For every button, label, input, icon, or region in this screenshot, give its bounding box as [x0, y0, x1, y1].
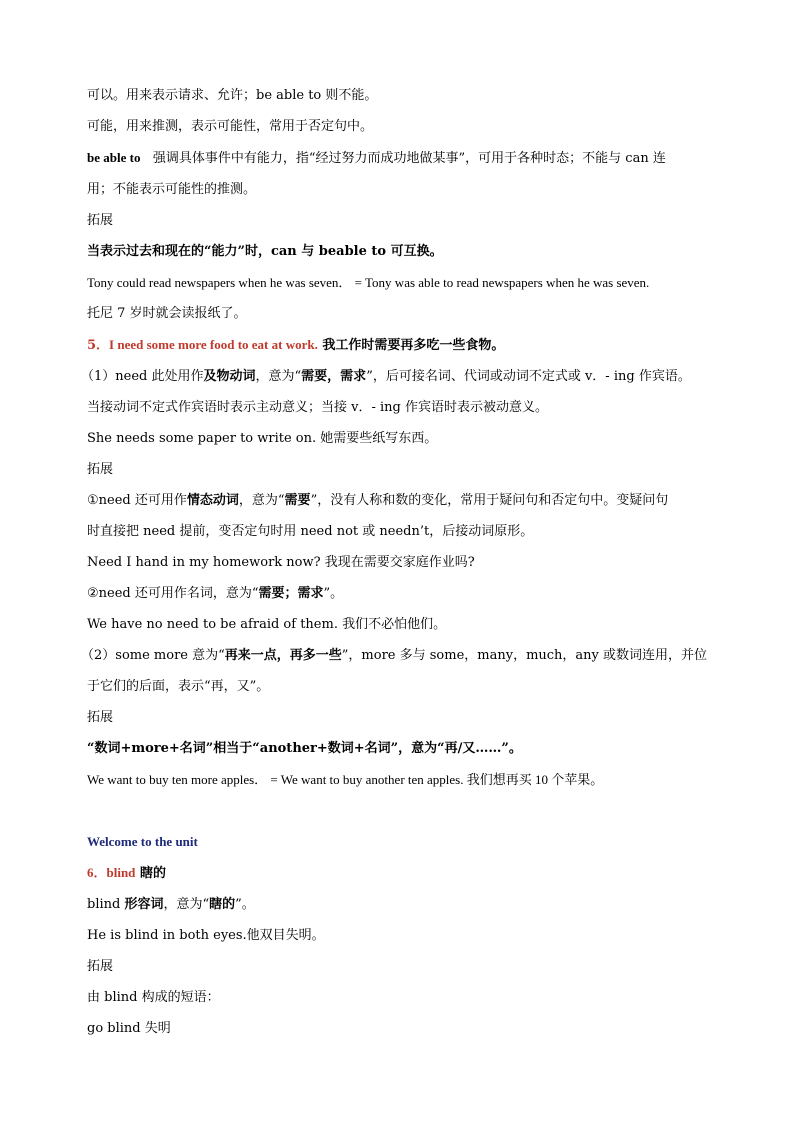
text-segment: ①need 还可用作 — [87, 493, 187, 508]
expansion-label: 拓展 — [87, 959, 114, 974]
text-line: 可能，用来推测，表示可能性，常用于否定句中。 — [87, 119, 374, 134]
text-segment: ”。 — [323, 586, 344, 601]
text-segment: ②need 还可用作名词，意为“ — [87, 586, 259, 601]
bold-segment: 形容词 — [124, 897, 164, 912]
bold-note: 当表示过去和现在的“能力”时，can 与 beable to 可互换。 — [87, 244, 443, 259]
text-line: 时直接把 need 提前，变否定句时用 need not 或 needn’t，后接动词原形。 — [87, 524, 534, 539]
text-segment: ”，没有人称和数的变化，常用于疑问句和否定句中。变疑问句 — [310, 493, 669, 508]
text-segment: ，意为“ — [255, 369, 302, 384]
example-sentence: Tony could read newspapers when he was seven． = Tony was able to read newspapers when he was seven. — [87, 275, 650, 290]
text-line — [87, 485, 707, 516]
item-sentence: I need some more food to eat at work. — [109, 337, 318, 352]
text-line — [87, 889, 707, 920]
text-line: 于它们的后面，表示“再，又”。 — [87, 679, 270, 694]
expansion-label: 拓展 — [87, 462, 114, 477]
text-segment: （2）some more 意为“ — [81, 648, 225, 663]
expansion-label: 拓展 — [87, 710, 114, 725]
item-number: 5． — [87, 338, 110, 353]
text-segment: ”，more 多与 some，many，much，any 或数词连用，并位 — [341, 648, 708, 663]
bold-segment: 及物动词 — [203, 369, 256, 384]
example-sentence: She needs some paper to write on. 她需要些纸写东西。 — [87, 431, 438, 446]
text-line — [81, 361, 707, 392]
item-heading-6 — [87, 857, 707, 889]
example-sentence: We have no need to be afraid of them. 我们不必怕他们。 — [87, 617, 447, 632]
text-line — [87, 578, 707, 609]
item-translation: 瞎的 — [139, 866, 166, 881]
text-segment: ”，后可接名词、代词或动词不定式或 v．- ing 作宾语。 — [366, 369, 691, 384]
text-line — [81, 640, 707, 671]
item-heading-5 — [87, 329, 707, 361]
text-line: 用；不能表示可能性的推测。 — [87, 182, 257, 197]
section-title: Welcome to the unit — [87, 834, 198, 849]
bold-segment: 瞎的 — [209, 897, 236, 912]
example-sentence: We want to buy ten more apples． = We want to buy another ten apples. 我们想再买 10 个苹果。 — [87, 772, 604, 787]
phrase-item: go blind 失明 — [87, 1021, 171, 1036]
bold-segment: 需要；需求 — [258, 586, 324, 601]
text-line: 当接动词不定式作宾语时表示主动意义；当接 v．- ing 作宾语时表示被动意义。 — [87, 400, 548, 415]
document-page — [81, 80, 708, 1044]
bold-note: “数词+more+名词”相当于“another+数词+名词”，意为“再/又……”。 — [87, 741, 522, 756]
term-explanation: 强调具体事件中有能力，指“经过努力而成功地做某事”，可用于各种时态；不能与 can 连 — [152, 151, 666, 166]
text-segment: ”。 — [235, 897, 255, 912]
text-segment: ，意为“ — [238, 493, 285, 508]
text-segment: ，意为“ — [163, 897, 210, 912]
bold-segment: 需要 — [284, 493, 311, 508]
example-sentence: He is blind in both eyes.他双目失明。 — [87, 928, 325, 943]
item-number: 6．blind — [87, 865, 136, 880]
example-sentence: Need I hand in my homework now? 我现在需要交家庭作业吗? — [87, 555, 475, 570]
text-line: 可以。用来表示请求、允许；be able to 则不能。 — [87, 88, 378, 103]
bold-segment: 需要，需求 — [301, 369, 367, 384]
bold-segment: 情态动词 — [186, 493, 239, 508]
text-segment: （1）need 此处用作 — [81, 369, 204, 384]
example-translation: 托尼 7 岁时就会读报纸了。 — [87, 306, 247, 321]
text-line: 由 blind 构成的短语： — [87, 990, 220, 1005]
text-segment: blind — [87, 897, 125, 912]
expansion-label: 拓展 — [87, 213, 114, 228]
text-line — [87, 142, 707, 174]
term-be-able-to: be able to — [87, 150, 141, 165]
bold-segment: 再来一点，再多一些 — [224, 648, 342, 663]
item-translation: 我工作时需要再多吃一些食物。 — [322, 338, 505, 353]
